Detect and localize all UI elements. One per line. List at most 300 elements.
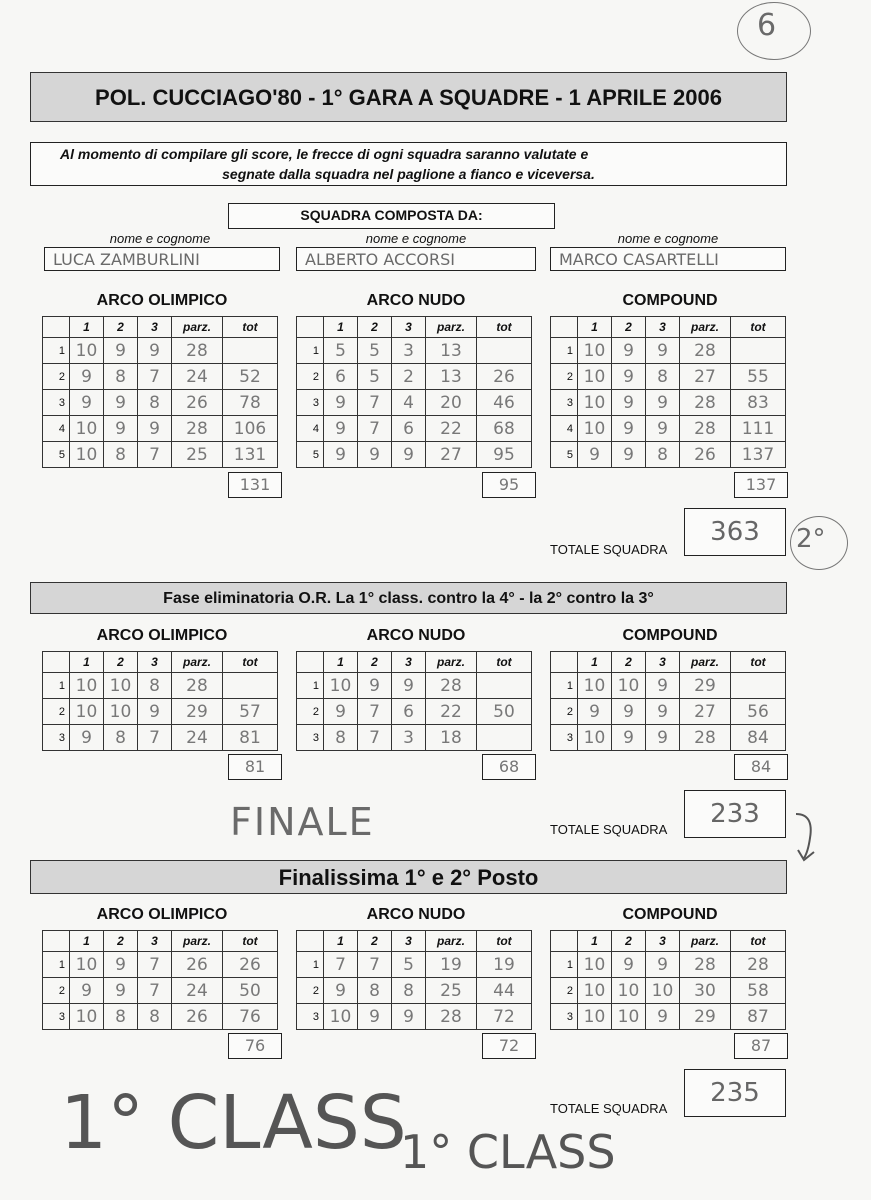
total-cell — [731, 673, 786, 699]
header-3: 3 — [392, 317, 426, 338]
header-parz: parz. — [172, 317, 223, 338]
header-parz: parz. — [680, 317, 731, 338]
row-number: 1 — [297, 952, 324, 978]
header-1: 1 — [324, 317, 358, 338]
section-title-eliminatoria: Fase eliminatoria O.R. La 1° class. contro la 4° - la 2° contro la 3° — [30, 582, 787, 614]
arrow-3-cell: 4 — [392, 390, 426, 416]
arrow-3-cell: 6 — [392, 699, 426, 725]
score-row — [551, 442, 786, 468]
score-row — [43, 673, 278, 699]
instructions-line-2: segnate dalla squadra nel paglione a fianco e viceversa. — [222, 166, 595, 182]
rank-value: 2° — [796, 524, 826, 554]
arrow-2-cell: 9 — [612, 699, 646, 725]
row-number: 2 — [297, 699, 324, 725]
arrow-1-cell: 10 — [70, 673, 104, 699]
total-cell: 76 — [223, 1004, 278, 1030]
header-tot: tot — [731, 931, 786, 952]
total-cell: 58 — [731, 978, 786, 1004]
arrow-2-cell: 5 — [358, 338, 392, 364]
header-2: 2 — [358, 317, 392, 338]
total-cell: 81 — [223, 725, 278, 751]
header-2: 2 — [358, 931, 392, 952]
row-number: 2 — [297, 364, 324, 390]
row-number: 1 — [43, 338, 70, 364]
partial-cell: 29 — [680, 1004, 731, 1030]
cat-nudo-1: ARCO NUDO — [366, 292, 466, 309]
arrow-3-cell: 8 — [392, 978, 426, 1004]
header-3: 3 — [392, 652, 426, 673]
partial-cell: 13 — [426, 364, 477, 390]
header-corner — [43, 931, 70, 952]
arrow-3-cell: 9 — [646, 673, 680, 699]
arrow-2-cell: 9 — [358, 673, 392, 699]
cat-compound-1: COMPOUND — [622, 292, 718, 309]
partial-cell: 26 — [172, 1004, 223, 1030]
arrow-3-cell: 8 — [138, 390, 172, 416]
arrow-3-cell: 7 — [138, 442, 172, 468]
arrow-3-cell: 9 — [646, 699, 680, 725]
partial-cell: 28 — [680, 416, 731, 442]
score-row — [297, 699, 532, 725]
header-3: 3 — [646, 931, 680, 952]
arrow-1-cell: 9 — [578, 442, 612, 468]
arrow-3-cell: 3 — [392, 338, 426, 364]
total-cell: 95 — [477, 442, 532, 468]
arrow-2-cell: 7 — [358, 699, 392, 725]
partial-cell: 28 — [680, 338, 731, 364]
arrow-2-cell: 9 — [358, 1004, 392, 1030]
row-number: 4 — [551, 416, 578, 442]
header-corner — [43, 652, 70, 673]
team-total-3: 235 — [684, 1069, 786, 1117]
header-parz: parz. — [426, 317, 477, 338]
score-row — [551, 416, 786, 442]
tot-s2-compound: 84 — [734, 754, 788, 780]
arrow-2-cell: 8 — [104, 442, 138, 468]
arrow-2-cell: 9 — [104, 338, 138, 364]
partial-cell: 24 — [172, 725, 223, 751]
row-number: 2 — [551, 364, 578, 390]
header-tot: tot — [731, 317, 786, 338]
score-row — [551, 952, 786, 978]
score-row — [43, 725, 278, 751]
row-number: 1 — [297, 673, 324, 699]
partial-cell: 28 — [426, 1004, 477, 1030]
arrow-2-cell: 10 — [612, 978, 646, 1004]
total-cell: 72 — [477, 1004, 532, 1030]
header-2: 2 — [612, 931, 646, 952]
arrow-1-cell: 10 — [578, 673, 612, 699]
arrow-3-cell: 8 — [646, 442, 680, 468]
total-cell: 137 — [731, 442, 786, 468]
score-row — [297, 442, 532, 468]
total-cell: 55 — [731, 364, 786, 390]
total-cell: 57 — [223, 699, 278, 725]
arrow-3-cell: 6 — [392, 416, 426, 442]
header-3: 3 — [646, 652, 680, 673]
header-3: 3 — [392, 931, 426, 952]
total-cell: 106 — [223, 416, 278, 442]
header-tot: tot — [223, 931, 278, 952]
header-parz: parz. — [680, 931, 731, 952]
arrow-3-cell: 2 — [392, 364, 426, 390]
header-corner — [551, 317, 578, 338]
arrow-2-cell: 9 — [612, 725, 646, 751]
arrow-3-cell: 9 — [138, 699, 172, 725]
arrow-3-cell: 10 — [646, 978, 680, 1004]
footer-class-1: 1° CLASS — [60, 1080, 407, 1166]
header-corner — [297, 931, 324, 952]
arrow-3-cell: 9 — [646, 338, 680, 364]
score-row — [551, 978, 786, 1004]
score-grid-s1-nudo — [296, 316, 532, 468]
header-parz: parz. — [426, 931, 477, 952]
partial-cell: 22 — [426, 416, 477, 442]
total-cell — [223, 673, 278, 699]
score-row — [551, 673, 786, 699]
header-1: 1 — [578, 931, 612, 952]
tot-s2-nudo: 68 — [482, 754, 536, 780]
header-tot: tot — [477, 931, 532, 952]
score-row — [43, 699, 278, 725]
score-row — [43, 978, 278, 1004]
arrow-1-cell: 9 — [324, 442, 358, 468]
arrow-icon — [792, 808, 826, 864]
row-number: 2 — [43, 699, 70, 725]
partial-cell: 19 — [426, 952, 477, 978]
arrow-1-cell: 8 — [324, 725, 358, 751]
member-name-3: MARCO CASARTELLI — [550, 247, 786, 271]
arrow-2-cell: 10 — [612, 673, 646, 699]
partial-cell: 28 — [680, 952, 731, 978]
score-grid-s2-nudo — [296, 651, 532, 751]
cat-nudo-3: ARCO NUDO — [366, 906, 466, 923]
total-cell: 28 — [731, 952, 786, 978]
arrow-1-cell: 10 — [578, 390, 612, 416]
partial-cell: 26 — [172, 952, 223, 978]
header-parz: parz. — [172, 652, 223, 673]
row-number: 5 — [43, 442, 70, 468]
score-row — [43, 364, 278, 390]
partial-cell: 26 — [680, 442, 731, 468]
team-total-label-2: TOTALE SQUADRA — [550, 822, 668, 837]
row-number: 2 — [297, 978, 324, 1004]
arrow-3-cell: 8 — [138, 673, 172, 699]
header-3: 3 — [138, 931, 172, 952]
total-cell: 46 — [477, 390, 532, 416]
arrow-1-cell: 10 — [70, 699, 104, 725]
partial-cell: 27 — [426, 442, 477, 468]
team-label: SQUADRA COMPOSTA DA: — [300, 207, 483, 223]
arrow-3-cell: 8 — [646, 364, 680, 390]
row-number: 5 — [297, 442, 324, 468]
tot-s3-compound: 87 — [734, 1033, 788, 1059]
total-cell — [477, 725, 532, 751]
partial-cell: 30 — [680, 978, 731, 1004]
arrow-2-cell: 8 — [358, 978, 392, 1004]
arrow-2-cell: 5 — [358, 364, 392, 390]
partial-cell: 25 — [426, 978, 477, 1004]
partial-cell: 28 — [172, 416, 223, 442]
score-grid-s2-olimpico — [42, 651, 278, 751]
header-tot: tot — [223, 317, 278, 338]
header-corner — [297, 652, 324, 673]
arrow-2-cell: 9 — [612, 952, 646, 978]
tot-s2-olimpico: 81 — [228, 754, 282, 780]
arrow-1-cell: 9 — [70, 390, 104, 416]
arrow-1-cell: 9 — [324, 699, 358, 725]
total-cell — [477, 338, 532, 364]
arrow-2-cell: 9 — [612, 364, 646, 390]
score-grid-s3-nudo — [296, 930, 532, 1030]
partial-cell: 28 — [172, 673, 223, 699]
total-cell: 52 — [223, 364, 278, 390]
total-cell: 87 — [731, 1004, 786, 1030]
cat-olimpico-1: ARCO OLIMPICO — [96, 292, 228, 309]
arrow-3-cell: 7 — [138, 364, 172, 390]
member-name-2: ALBERTO ACCORSI — [296, 247, 536, 271]
tot-s1-nudo: 95 — [482, 472, 536, 498]
header-tot: tot — [223, 652, 278, 673]
arrow-2-cell: 10 — [612, 1004, 646, 1030]
total-cell: 50 — [223, 978, 278, 1004]
row-number: 3 — [297, 390, 324, 416]
team-total-2: 233 — [684, 790, 786, 838]
arrow-1-cell: 10 — [70, 952, 104, 978]
total-cell: 131 — [223, 442, 278, 468]
header-1: 1 — [578, 652, 612, 673]
arrow-1-cell: 7 — [324, 952, 358, 978]
header-2: 2 — [358, 652, 392, 673]
arrow-3-cell: 9 — [646, 416, 680, 442]
partial-cell: 26 — [172, 390, 223, 416]
score-grid-s2-compound — [550, 651, 786, 751]
score-row — [43, 952, 278, 978]
partial-cell: 20 — [426, 390, 477, 416]
arrow-2-cell: 8 — [104, 1004, 138, 1030]
score-row — [43, 416, 278, 442]
score-row — [43, 442, 278, 468]
header-1: 1 — [70, 652, 104, 673]
total-cell: 19 — [477, 952, 532, 978]
arrow-3-cell: 9 — [646, 1004, 680, 1030]
score-row — [297, 416, 532, 442]
score-row — [551, 699, 786, 725]
arrow-2-cell: 9 — [104, 390, 138, 416]
arrow-2-cell: 10 — [104, 699, 138, 725]
arrow-1-cell: 10 — [578, 364, 612, 390]
arrow-1-cell: 9 — [70, 364, 104, 390]
page-title: POL. CUCCIAGO'80 - 1° GARA A SQUADRE - 1 APRILE 2006 — [30, 72, 787, 122]
arrow-1-cell: 9 — [578, 699, 612, 725]
arrow-2-cell: 10 — [104, 673, 138, 699]
arrow-1-cell: 10 — [70, 442, 104, 468]
arrow-3-cell: 9 — [392, 442, 426, 468]
row-number: 3 — [551, 390, 578, 416]
total-cell: 50 — [477, 699, 532, 725]
header-1: 1 — [324, 652, 358, 673]
row-number: 1 — [551, 338, 578, 364]
total-cell: 44 — [477, 978, 532, 1004]
arrow-3-cell: 7 — [138, 978, 172, 1004]
total-cell: 83 — [731, 390, 786, 416]
member-label-2: nome e cognome — [365, 231, 467, 246]
total-cell — [477, 673, 532, 699]
partial-cell: 28 — [426, 673, 477, 699]
header-tot: tot — [731, 652, 786, 673]
header-corner — [551, 652, 578, 673]
total-cell: 111 — [731, 416, 786, 442]
row-number: 5 — [551, 442, 578, 468]
score-row — [43, 338, 278, 364]
arrow-3-cell: 9 — [646, 390, 680, 416]
arrow-3-cell: 9 — [138, 338, 172, 364]
team-total-1: 363 — [684, 508, 786, 556]
arrow-1-cell: 6 — [324, 364, 358, 390]
score-grid-s3-compound — [550, 930, 786, 1030]
row-number: 3 — [551, 1004, 578, 1030]
row-number: 1 — [551, 673, 578, 699]
header-1: 1 — [324, 931, 358, 952]
arrow-1-cell: 10 — [578, 338, 612, 364]
arrow-3-cell: 7 — [138, 952, 172, 978]
partial-cell: 28 — [172, 338, 223, 364]
arrow-3-cell: 9 — [392, 673, 426, 699]
member-label-1: nome e cognome — [109, 231, 211, 246]
member-label-3: nome e cognome — [617, 231, 719, 246]
section-title-finalissima: Finalissima 1° e 2° Posto — [30, 860, 787, 894]
cat-olimpico-3: ARCO OLIMPICO — [96, 906, 228, 923]
arrow-2-cell: 9 — [104, 978, 138, 1004]
tot-s3-olimpico: 76 — [228, 1033, 282, 1059]
page-number: 6 — [757, 8, 777, 43]
arrow-2-cell: 9 — [104, 416, 138, 442]
row-number: 3 — [43, 1004, 70, 1030]
arrow-3-cell: 5 — [392, 952, 426, 978]
arrow-2-cell: 9 — [612, 442, 646, 468]
row-number: 2 — [551, 978, 578, 1004]
partial-cell: 13 — [426, 338, 477, 364]
partial-cell: 27 — [680, 699, 731, 725]
total-cell: 68 — [477, 416, 532, 442]
score-grid-s3-olimpico — [42, 930, 278, 1030]
arrow-1-cell: 10 — [578, 952, 612, 978]
instructions-line-1: Al momento di compilare gli score, le frecce di ogni squadra saranno valutate e — [60, 146, 589, 162]
arrow-1-cell: 10 — [70, 1004, 104, 1030]
cat-nudo-2: ARCO NUDO — [366, 627, 466, 644]
header-tot: tot — [477, 652, 532, 673]
tot-s1-olimpico: 131 — [228, 472, 282, 498]
arrow-1-cell: 9 — [324, 416, 358, 442]
header-corner — [551, 931, 578, 952]
header-parz: parz. — [426, 652, 477, 673]
score-row — [297, 978, 532, 1004]
arrow-3-cell: 9 — [646, 952, 680, 978]
score-row — [297, 673, 532, 699]
cat-compound-2: COMPOUND — [622, 627, 718, 644]
row-number: 2 — [551, 699, 578, 725]
score-row — [43, 1004, 278, 1030]
header-parz: parz. — [680, 652, 731, 673]
partial-cell: 28 — [680, 390, 731, 416]
cat-olimpico-2: ARCO OLIMPICO — [96, 627, 228, 644]
arrow-2-cell: 7 — [358, 416, 392, 442]
score-row — [297, 952, 532, 978]
header-2: 2 — [612, 652, 646, 673]
score-row — [551, 725, 786, 751]
row-number: 4 — [43, 416, 70, 442]
partial-cell: 18 — [426, 725, 477, 751]
partial-cell: 29 — [172, 699, 223, 725]
score-row — [551, 1004, 786, 1030]
header-1: 1 — [70, 931, 104, 952]
score-row — [43, 390, 278, 416]
arrow-2-cell: 8 — [104, 364, 138, 390]
header-corner — [43, 317, 70, 338]
header-parz: parz. — [172, 931, 223, 952]
row-number: 1 — [297, 338, 324, 364]
arrow-3-cell: 7 — [138, 725, 172, 751]
arrow-1-cell: 10 — [578, 1004, 612, 1030]
row-number: 1 — [43, 673, 70, 699]
arrow-1-cell: 5 — [324, 338, 358, 364]
arrow-1-cell: 9 — [324, 978, 358, 1004]
arrow-1-cell: 9 — [70, 725, 104, 751]
arrow-2-cell: 9 — [358, 442, 392, 468]
row-number: 3 — [43, 390, 70, 416]
arrow-2-cell: 9 — [612, 390, 646, 416]
arrow-1-cell: 10 — [70, 338, 104, 364]
row-number: 1 — [43, 952, 70, 978]
partial-cell: 24 — [172, 978, 223, 1004]
row-number: 3 — [297, 1004, 324, 1030]
arrow-1-cell: 10 — [324, 1004, 358, 1030]
team-total-label-1: TOTALE SQUADRA — [550, 542, 668, 557]
arrow-1-cell: 10 — [578, 416, 612, 442]
total-cell: 56 — [731, 699, 786, 725]
arrow-3-cell: 9 — [392, 1004, 426, 1030]
row-number: 3 — [297, 725, 324, 751]
header-corner — [297, 317, 324, 338]
arrow-1-cell: 9 — [70, 978, 104, 1004]
arrow-2-cell: 9 — [612, 416, 646, 442]
partial-cell: 25 — [172, 442, 223, 468]
header-3: 3 — [138, 317, 172, 338]
header-2: 2 — [104, 931, 138, 952]
header-3: 3 — [138, 652, 172, 673]
row-number: 3 — [43, 725, 70, 751]
score-row — [297, 390, 532, 416]
footer-class-2: 1° CLASS — [400, 1125, 616, 1179]
cat-compound-3: COMPOUND — [622, 906, 718, 923]
total-cell: 84 — [731, 725, 786, 751]
row-number: 4 — [297, 416, 324, 442]
header-3: 3 — [646, 317, 680, 338]
score-grid-s1-olimpico — [42, 316, 278, 468]
score-grid-s1-compound — [550, 316, 786, 468]
partial-cell: 27 — [680, 364, 731, 390]
arrow-2-cell: 7 — [358, 952, 392, 978]
score-row — [297, 1004, 532, 1030]
arrow-2-cell: 7 — [358, 390, 392, 416]
arrow-3-cell: 3 — [392, 725, 426, 751]
header-2: 2 — [104, 317, 138, 338]
header-2: 2 — [104, 652, 138, 673]
arrow-1-cell: 10 — [70, 416, 104, 442]
arrow-2-cell: 9 — [612, 338, 646, 364]
row-number: 1 — [551, 952, 578, 978]
arrow-2-cell: 9 — [104, 952, 138, 978]
